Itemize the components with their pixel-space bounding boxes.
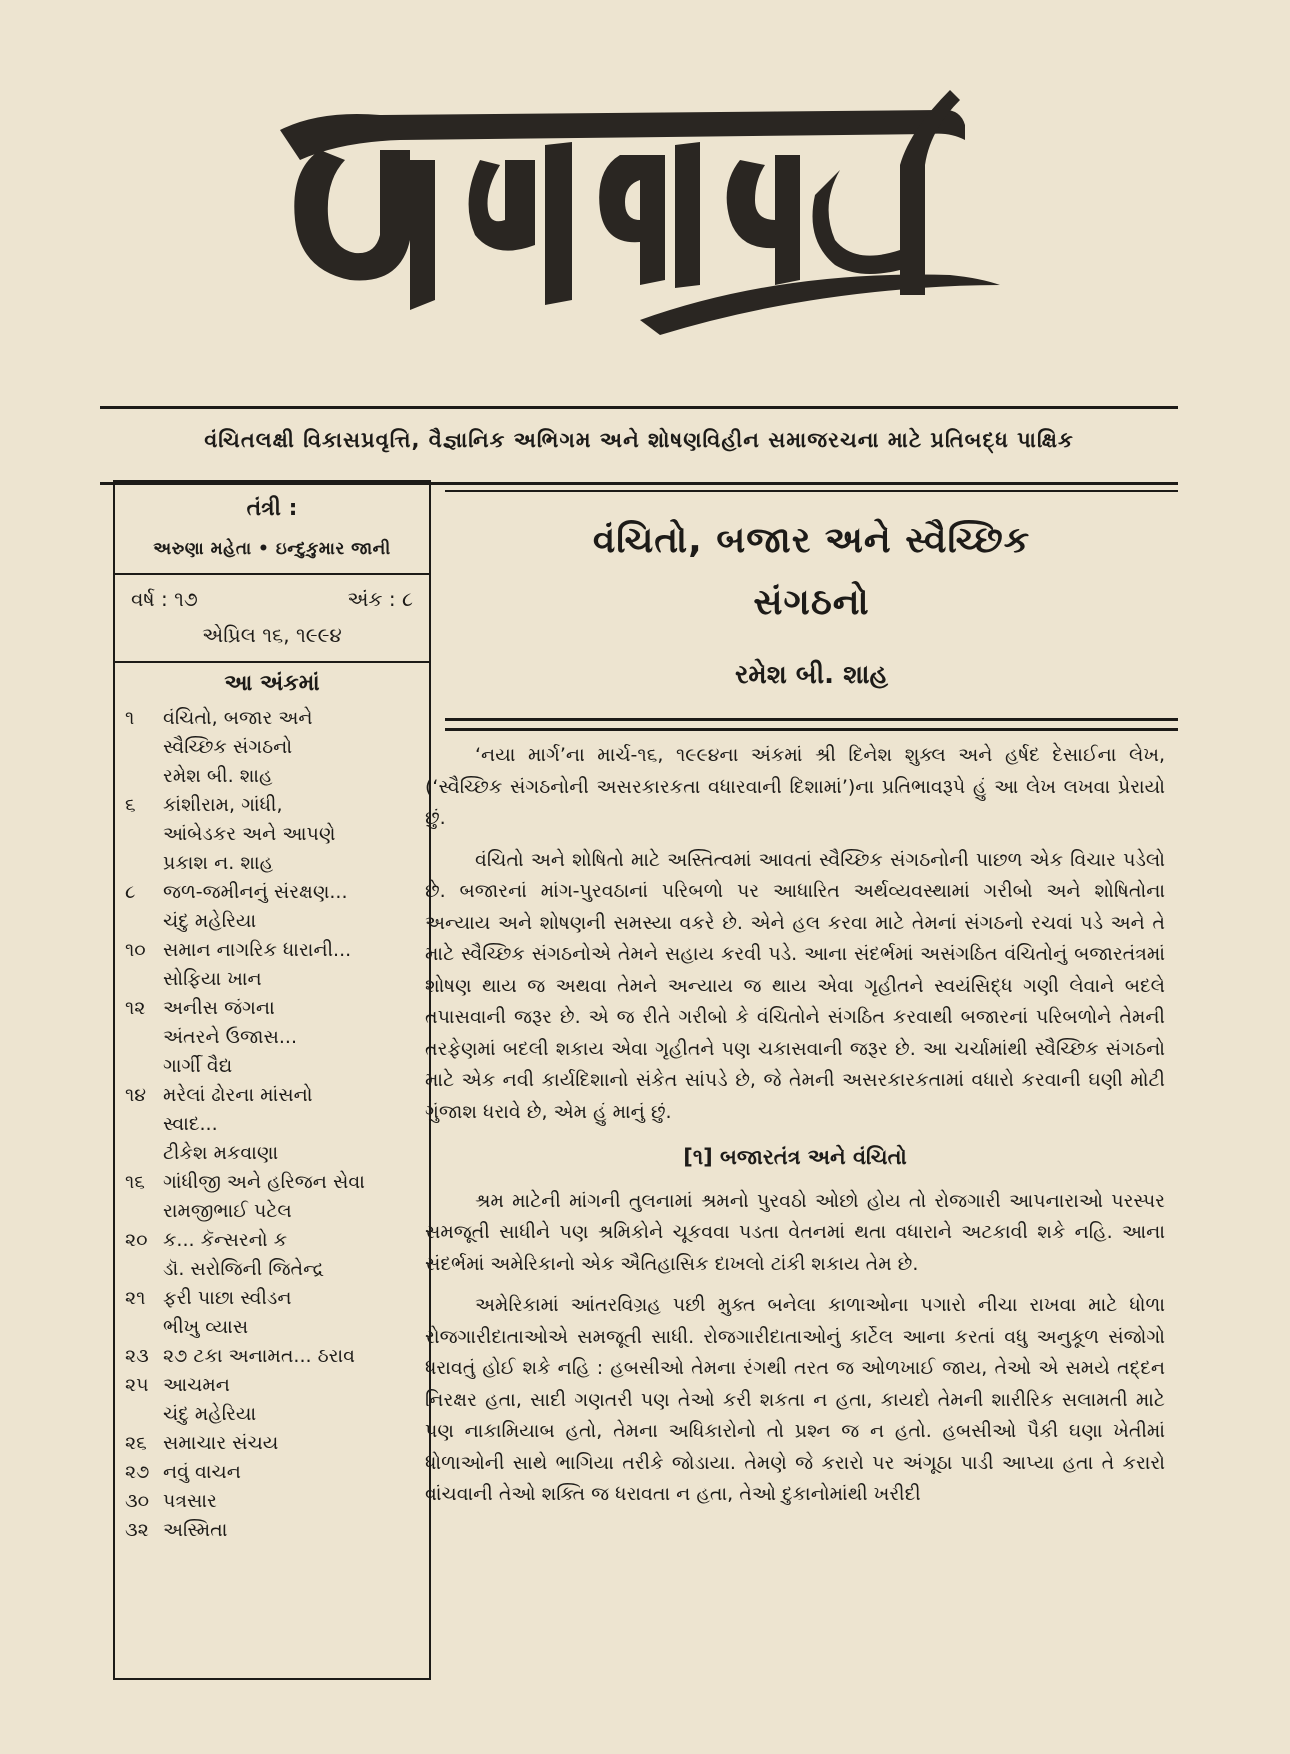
toc-entry-text: [163, 1168, 419, 1226]
toc-entry-line: ૨૭ ટકા અનામત... ઠરાવ: [163, 1345, 355, 1367]
article-paragraph: વંચિતો અને શોષિતો માટે અસ્તિત્વમાં આવતાં સ્વૈચ્છિક સંગઠનોની પાછળ એક વિચાર પડેલો છે. બજારનાં માંગ-પુરવઠાનાં પરિબળો પર આધારિત અર્થવ્યવસ્થામાં ગરીબો અને શોષિતોના અન્યાય અને શોષણની સમસ્યા વકરે છે. એને હલ કરવા માટે તેમનાં સંગઠનો રચવાં પડે અને તે માટે સ્વૈચ્છિક સંગઠનોએ તેમને સહાય કરવી પડે. આના સંદર્ભમાં અસંગઠિત વંચિતોનું બજારતંત્રમાં શોષણ થાય જ અથવા તેમને અન્યાય જ થાય એવા ગૃહીતને સ્વયંસિદ્ધ ગણી લેવાને બદલે તપાસવાની જરૂર છે. એ જ રીતે ગરીબો કે વંચિતોને સંગઠિત કરવાથી બજારનાં પરિબળોને તેમની તરફેણમાં બદલી શકાય એવા ગૃહીતને પણ ચકાસવાની જરૂર છે. આ ચર્ચામાંથી સ્વૈચ્છિક સંગઠનો માટે એક નવી કાર્યદિશાનો સંકેત સાંપડે છે, જે તેમની અસરકારકતામાં વધારો કરવાની ઘણી મોટી ગુંજાશ ધરાવે છે, એમ હું માનું છું.: [425, 848, 1165, 1123]
toc-page-number: ૨૬: [125, 1432, 147, 1454]
toc-entry: [125, 936, 419, 994]
toc-entry: [125, 704, 419, 791]
toc-entry-text: [163, 1487, 419, 1516]
toc-entry-text: [163, 1371, 419, 1429]
issue-date: એપ્રિલ ૧૬, ૧૯૯૪: [202, 623, 342, 647]
toc-entry-line: નવું વાચન: [163, 1461, 241, 1483]
toc-entry-line: મરેલાં ઢોરના માંસનો: [163, 1084, 313, 1106]
toc-entry-line: પત્રસાર: [163, 1490, 217, 1512]
article-title-line-2: સંગઠનો: [753, 582, 870, 623]
toc-page-number: ૧૨: [125, 997, 146, 1019]
toc-entry: [125, 1371, 419, 1429]
toc-entry-line: આંબેડકર અને આપણે: [163, 823, 336, 845]
article-rule: [445, 718, 1178, 721]
toc-page-number: ૨૩: [125, 1345, 149, 1367]
toc-page-number: ૧: [125, 707, 135, 729]
toc-entry-line: ભીખુ વ્યાસ: [163, 1316, 249, 1338]
toc-entry-line: ક... કૅન્સરનો ક: [163, 1229, 288, 1251]
toc-entry-line: વંચિતો, બજાર અને: [163, 707, 313, 729]
article-top-rule: [445, 490, 1178, 492]
toc-entry-text: [163, 1429, 419, 1458]
section-heading: [૧] બજારતંત્ર અને વંચિતો: [683, 1145, 907, 1169]
toc-entry-line: સોફિયા ખાન: [163, 968, 262, 990]
tagline-rule-top: [100, 406, 1178, 409]
toc-page-number: ૧૦: [125, 939, 146, 961]
toc-page-number: ૨૧: [125, 1287, 146, 1309]
toc-page-number: ૨૫: [125, 1374, 149, 1396]
toc-entry-line: સ્વાદ...: [163, 1113, 218, 1135]
article-author: રમેશ બી. શાહ: [734, 660, 889, 690]
toc-entry-line: આચમન: [163, 1374, 230, 1396]
toc-entry-text: [163, 936, 419, 994]
issue-info-sidebar: [113, 480, 431, 1680]
toc-entry-line: અસ્મિતા: [163, 1519, 228, 1541]
toc-page-number: ૮: [125, 881, 136, 903]
toc-entry-line: પ્રકાશ ન. શાહ: [163, 852, 274, 874]
article-title-line-1: વંચિતો, બજાર અને સ્વૈચ્છિક: [592, 520, 1031, 561]
toc-entry-line: રામજીભાઈ પટેલ: [163, 1200, 292, 1222]
toc-entry: [125, 1458, 419, 1487]
toc-entry: [125, 1487, 419, 1516]
issue-meta: [115, 575, 429, 611]
toc-entry: [125, 1284, 419, 1342]
toc-entry-line: ગાર્ગી વૈદ્ય: [163, 1055, 233, 1077]
masthead-tagline: વંચિતલક્ષી વિકાસપ્રવૃત્તિ, વૈજ્ઞાનિક અભિગમ અને શોષણવિહીન સમાજરચના માટે પ્રતિબદ્ધ પાક્ષિક: [204, 428, 1074, 452]
toc-entry: [125, 1226, 419, 1284]
toc-entry-line: ચંદુ મહેરિયા: [163, 1403, 257, 1425]
toc-entry-line: સમાન નાગરિક ધારાની...: [163, 939, 352, 961]
toc-entry: [125, 1516, 419, 1545]
toc-entry-line: ડૉ. સરોજિની જિતેન્દ્ર: [163, 1258, 324, 1280]
toc-entry-line: ફરી પાછા સ્વીડન: [163, 1287, 292, 1309]
toc-entry: [125, 1081, 419, 1168]
toc-page-number: ૩૦: [125, 1490, 150, 1512]
article-paragraph: અમેરિકામાં આંતરવિગ્રહ પછી મુક્ત બનેલા કાળાઓના પગારો નીચા રાખવા માટે ધોળા રોજગારીદાતાઓએ સમજૂતી સાધી. રોજગારીદાતાઓનું કાર્ટેલ આના કરતાં વધુ અનુકૂળ સંજોગો ધરાવતું હોઈ શકે નહિ : હબસીઓ તેમના રંગથી તરત જ ઓળખાઈ જાય, તેઓ એ સમયે તદ્દન નિરક્ષર હતા, સાદી ગણતરી પણ તેઓ કરી શકતા ન હતા, કાયદો તેમની શારીરિક સલામતી માટે પણ નાકામિયાબ હતો, તેમના અધિકારોનો તો પ્રશ્ન જ ન હતો. હબસીઓ પૈકી ઘણા ખેતીમાં ધોળાઓની સાથે ભાગિયા તરીકે જોડાયા. તેમણે જે કરારો પર અંગૂઠા પાડી આપ્યા હતા તે કરારો વાંચવાની તેઓ શક્તિ જ ધરાવતા ન હતા, તેઓ દુકાનોમાંથી ખરીદી: [425, 1294, 1165, 1505]
article-paragraph: શ્રમ માટેની માંગની તુલનામાં શ્રમનો પુરવઠો ઓછો હોય તો રોજગારી આપનારાઓ પરસ્પર સમજૂતી સાધીને પણ શ્રમિકોને ચૂકવવા પડતા વેતનમાં થતા વધારાને અટકાવી શકે નહિ. આના સંદર્ભમાં અમેરિકાનો એક ઐતિહાસિક દાખલો ટાંકી શકાય તેમ છે.: [425, 1189, 1165, 1275]
toc-page-number: ૨૦: [125, 1229, 148, 1251]
masthead-logotype: [260, 70, 1040, 370]
toc-page-number: ૩૨: [125, 1519, 149, 1541]
article-paragraph: ‘નયા માર્ગ’ના માર્ચ-૧૬, ૧૯૯૪ના અંકમાં શ્રી દિનેશ શુક્લ અને હર્ષદ દેસાઈના લેખ, (‘સ્વૈચ્છિક સંગઠનોની અસરકારકતા વધારવાની દિશામાં’)ના પ્રતિભાવરૂપે હું આ લેખ લખવા પ્રેરાયો છું.: [425, 744, 1165, 829]
masthead-logo: [260, 70, 1040, 370]
issue-number-label: અંક : ૮: [347, 587, 413, 611]
editor-names: અરુણા મહેતા • ઇન્દુકુમાર જાની: [153, 539, 391, 559]
toc-entry-line: અંતરને ઉજાસ...: [163, 1026, 298, 1048]
article-title: [445, 510, 1178, 634]
toc-entry-text: [163, 791, 419, 878]
toc-entry-text: [163, 1458, 419, 1487]
toc-entry-line: સમાચાર સંચય: [163, 1432, 279, 1454]
toc-entry: [125, 878, 419, 936]
toc-entry: [125, 994, 419, 1081]
toc-entry-text: [163, 704, 419, 791]
toc-entry: [125, 1168, 419, 1226]
toc-page-number: ૨૭: [125, 1461, 150, 1483]
table-of-contents: [115, 704, 429, 1545]
toc-entry-text: [163, 1342, 419, 1371]
toc-entry-text: [163, 1226, 419, 1284]
toc-entry-line: ગાંધીજી અને હરિજન સેવા: [163, 1171, 365, 1193]
toc-entry: [125, 1342, 419, 1371]
contents-heading: આ અંકમાં: [224, 671, 320, 696]
toc-entry: [125, 791, 419, 878]
toc-entry-text: [163, 1516, 419, 1545]
toc-page-number: ૧૪: [125, 1084, 147, 1106]
toc-entry-text: [163, 1081, 419, 1168]
toc-entry-line: કાંશીરામ, ગાંધી,: [163, 794, 283, 816]
toc-entry-line: અનીસ જંગના: [163, 997, 275, 1019]
toc-entry-line: ટીકેશ મકવાણા: [163, 1142, 279, 1164]
toc-entry-line: જળ-જમીનનું સંરક્ષણ...: [163, 881, 348, 903]
toc-entry-text: [163, 878, 419, 936]
toc-entry-text: [163, 994, 419, 1081]
editor-heading: તંત્રી :: [246, 496, 298, 521]
sidebar-divider: [115, 661, 429, 663]
toc-entry-line: સ્વૈચ્છિક સંગઠનો: [163, 736, 293, 758]
toc-entry: [125, 1429, 419, 1458]
volume-label: વર્ષ : ૧૭: [131, 587, 198, 611]
toc-page-number: ૧૬: [125, 1171, 145, 1193]
toc-entry-line: રમેશ બી. શાહ: [163, 765, 273, 787]
article-body: [425, 740, 1165, 1521]
toc-page-number: ૬: [125, 794, 136, 816]
article-rule: [445, 728, 1178, 731]
toc-entry-line: ચંદુ મહેરિયા: [163, 910, 257, 932]
toc-entry-text: [163, 1284, 419, 1342]
